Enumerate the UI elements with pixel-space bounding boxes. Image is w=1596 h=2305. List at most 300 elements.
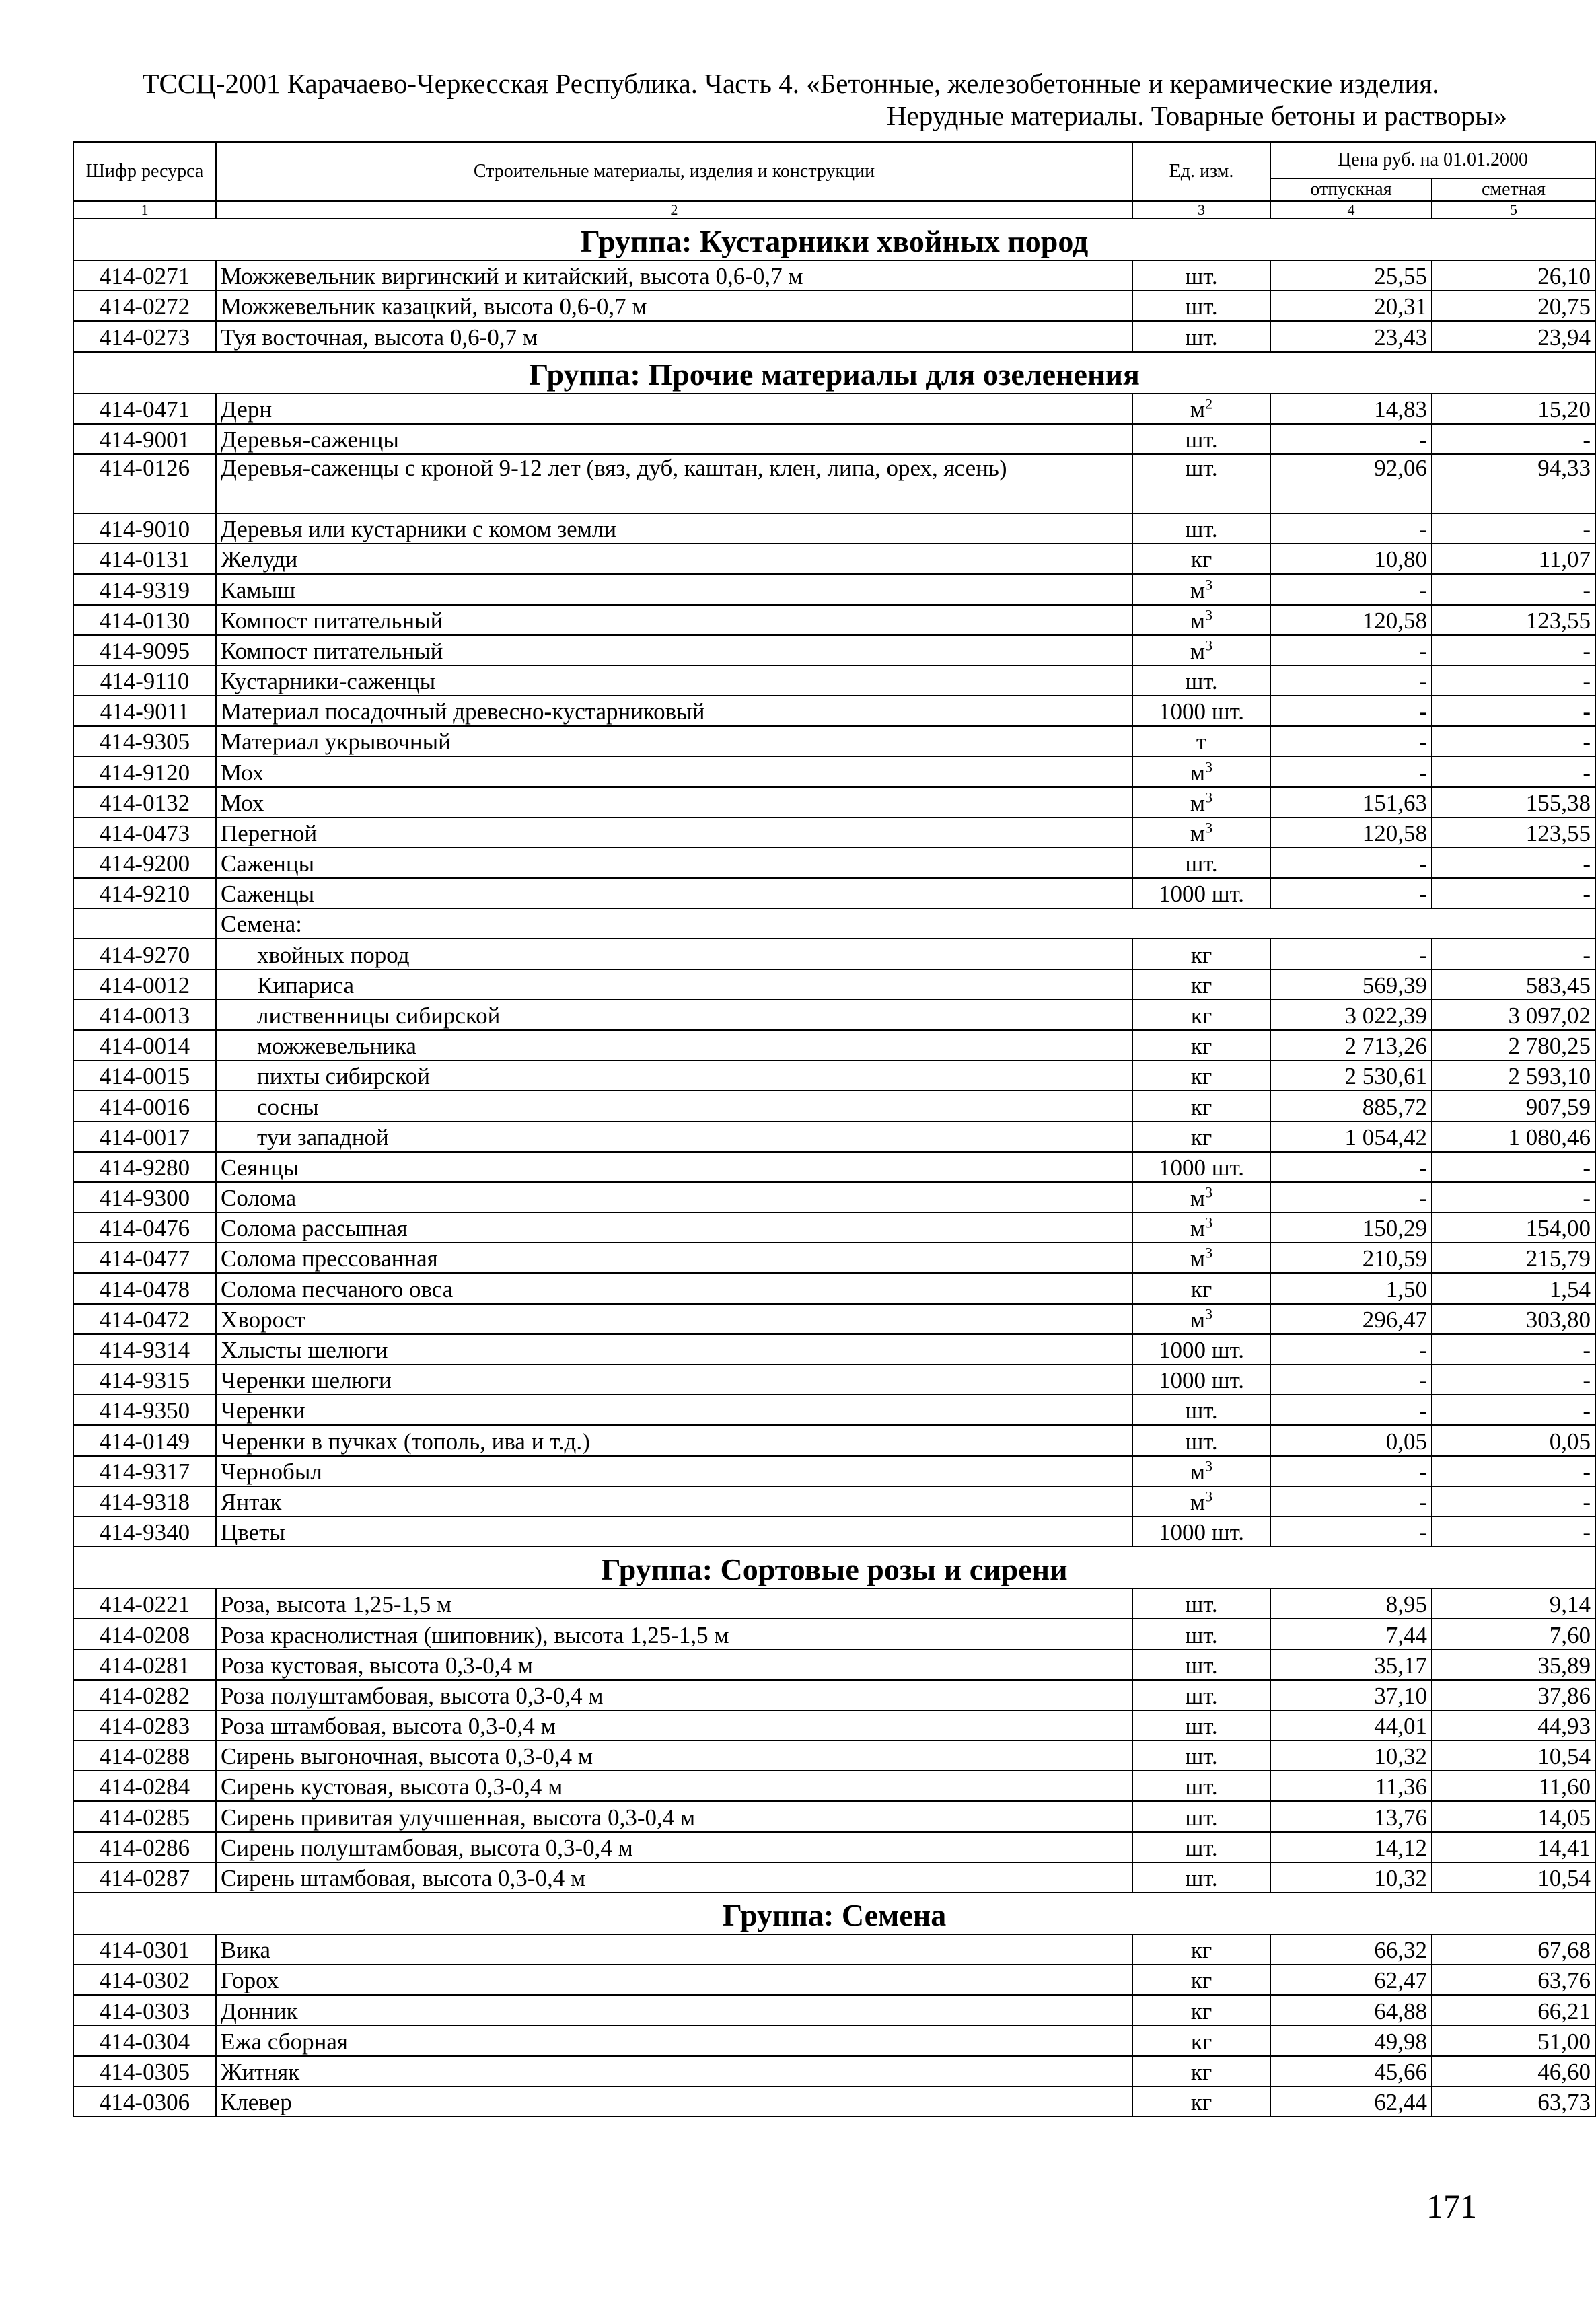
unit-cell (1132, 1710, 1270, 1741)
material-name: туи западной (216, 1122, 1132, 1152)
unit-label: м (1190, 1215, 1206, 1242)
unit-label: шт. (1185, 324, 1218, 351)
unit-cell (1132, 2026, 1270, 2056)
table-row (73, 1152, 1595, 1182)
material-name: Можжевельник казацкий, высота 0,6-0,7 м (216, 291, 1132, 321)
price-release: 1 054,42 (1270, 1122, 1432, 1152)
resource-code: 414-0132 (73, 787, 216, 817)
price-estimate: 14,41 (1432, 1832, 1595, 1862)
material-name: Компост питательный (216, 635, 1132, 665)
resource-code: 414-9317 (73, 1456, 216, 1486)
material-name: Солома прессованная (216, 1243, 1132, 1273)
resource-code: 414-0271 (73, 260, 216, 291)
unit-label: кг (1190, 1063, 1212, 1090)
unit-cell (1132, 1832, 1270, 1862)
table-row (73, 726, 1595, 756)
group-header-row (73, 219, 1595, 260)
table-row (73, 1182, 1595, 1212)
unit-label: шт. (1185, 1743, 1218, 1770)
price-release: 20,31 (1270, 291, 1432, 321)
price-release: - (1270, 1364, 1432, 1395)
col-header-price-release: отпускная (1270, 178, 1432, 201)
unit-label: м (1190, 607, 1206, 634)
material-name: Хворост (216, 1304, 1132, 1334)
unit-label: шт. (1185, 1773, 1218, 1800)
material-name: Желуди (216, 544, 1132, 574)
unit-label: шт. (1185, 1713, 1218, 1740)
price-release: 37,10 (1270, 1680, 1432, 1710)
unit-cell (1132, 1395, 1270, 1425)
resource-code: 414-9319 (73, 574, 216, 604)
unit-cell (1132, 321, 1270, 351)
material-name: Перегной (216, 817, 1132, 848)
unit-cell (1132, 1456, 1270, 1486)
unit-label: кг (1190, 1937, 1212, 1964)
price-release: 10,80 (1270, 544, 1432, 574)
unit-cell (1132, 544, 1270, 574)
material-name: Цветы (216, 1516, 1132, 1547)
unit-label: шт. (1185, 1804, 1218, 1831)
resource-code: 414-9010 (73, 513, 216, 544)
price-release: - (1270, 1395, 1432, 1425)
group-title: Группа: Прочие материалы для озеленения (73, 352, 1595, 394)
resource-code: 414-0131 (73, 544, 216, 574)
unit-label: м (1190, 1185, 1206, 1212)
resource-code: 414-0285 (73, 1801, 216, 1831)
material-name: Янтак (216, 1486, 1132, 1516)
col-number-2: 2 (216, 201, 1132, 219)
price-release: 1,50 (1270, 1273, 1432, 1303)
table-row (73, 1091, 1595, 1121)
price-estimate: - (1432, 726, 1595, 756)
unit-cell (1132, 1680, 1270, 1710)
price-release: 8,95 (1270, 1588, 1432, 1619)
unit-label: кг (1190, 546, 1212, 573)
price-estimate: 11,60 (1432, 1771, 1595, 1801)
unit-label: кг (1190, 1998, 1212, 2024)
table-row (73, 1456, 1595, 1486)
table-row (73, 454, 1595, 513)
unit-label: кг (1190, 972, 1212, 998)
unit-exponent: 3 (1205, 606, 1213, 624)
price-estimate: - (1432, 696, 1595, 726)
unit-label: шт. (1185, 1591, 1218, 1618)
unit-label: кг (1190, 2058, 1212, 2085)
price-estimate: 583,45 (1432, 969, 1595, 1000)
material-name: Деревья или кустарники с комом земли (216, 513, 1132, 544)
material-name: Черенки (216, 1395, 1132, 1425)
unit-cell (1132, 665, 1270, 696)
material-name: Черенки шелюги (216, 1364, 1132, 1395)
price-estimate: - (1432, 756, 1595, 786)
price-release: 150,29 (1270, 1212, 1432, 1243)
price-estimate: 37,86 (1432, 1680, 1595, 1710)
price-estimate: - (1432, 665, 1595, 696)
unit-cell (1132, 2086, 1270, 2117)
resource-code: 414-0221 (73, 1588, 216, 1619)
price-release: 25,55 (1270, 260, 1432, 291)
table-row (73, 787, 1595, 817)
unit-label: шт. (1185, 850, 1218, 877)
unit-label: м (1190, 637, 1206, 664)
unit-cell (1132, 1334, 1270, 1364)
table-row (73, 1995, 1595, 2025)
unit-cell (1132, 454, 1270, 513)
price-release: 0,05 (1270, 1425, 1432, 1455)
price-estimate: - (1432, 1364, 1595, 1395)
price-release: 92,06 (1270, 454, 1432, 513)
resource-code: 414-0472 (73, 1304, 216, 1334)
price-release: - (1270, 1182, 1432, 1212)
unit-cell (1132, 1771, 1270, 1801)
price-estimate: 1,54 (1432, 1273, 1595, 1303)
material-name: Роза штамбовая, высота 0,3-0,4 м (216, 1710, 1132, 1741)
price-estimate: 15,20 (1432, 394, 1595, 424)
material-name: Сирень полуштамбовая, высота 0,3-0,4 м (216, 1832, 1132, 1862)
material-name: Камыш (216, 574, 1132, 604)
unit-cell (1132, 1212, 1270, 1243)
unit-label: шт. (1185, 516, 1218, 543)
unit-cell (1132, 1995, 1270, 2025)
price-estimate: 66,21 (1432, 1995, 1595, 2025)
unit-cell (1132, 1273, 1270, 1303)
unit-exponent: 3 (1205, 789, 1213, 806)
resource-code: 414-0017 (73, 1122, 216, 1152)
resource-code: 414-9340 (73, 1516, 216, 1547)
unit-cell (1132, 787, 1270, 817)
unit-cell (1132, 1862, 1270, 1893)
table-row (73, 1000, 1595, 1030)
unit-label: шт. (1185, 1428, 1218, 1455)
resource-code: 414-9318 (73, 1486, 216, 1516)
resource-code: 414-9120 (73, 756, 216, 786)
resource-code: 414-0471 (73, 394, 216, 424)
price-release: 23,43 (1270, 321, 1432, 351)
material-name: Материал укрывочный (216, 726, 1132, 756)
table-row (73, 1680, 1595, 1710)
price-estimate: - (1432, 1516, 1595, 1547)
material-name: Ежа сборная (216, 2026, 1132, 2056)
price-estimate: 51,00 (1432, 2026, 1595, 2056)
material-name: Можжевельник виргинский и китайский, высота 0,6-0,7 м (216, 260, 1132, 291)
unit-label: м (1190, 759, 1206, 786)
material-name: Вика (216, 1934, 1132, 1965)
unit-label: 1000 шт. (1158, 881, 1245, 908)
table-row (73, 1334, 1595, 1364)
unit-cell (1132, 939, 1270, 969)
unit-cell (1132, 1965, 1270, 1995)
price-release: 120,58 (1270, 605, 1432, 635)
resource-code: 414-0306 (73, 2086, 216, 2117)
header-title-line1: ТССЦ-2001 Карачаево-Черкесская Республика. Часть 4. «Бетонные, железобетонные и керамические изделия. (142, 68, 1439, 99)
material-name: Роза полуштамбовая, высота 0,3-0,4 м (216, 1680, 1132, 1710)
price-estimate: 123,55 (1432, 605, 1595, 635)
price-release: - (1270, 574, 1432, 604)
material-name: Сеянцы (216, 1152, 1132, 1182)
unit-exponent: 3 (1205, 819, 1213, 836)
unit-cell (1132, 1619, 1270, 1649)
unit-label: шт. (1185, 1682, 1218, 1709)
price-estimate: 1 080,46 (1432, 1122, 1595, 1152)
resource-code: 414-0286 (73, 1832, 216, 1862)
unit-cell (1132, 969, 1270, 1000)
group-title: Группа: Сортовые розы и сирени (73, 1547, 1595, 1588)
price-release: - (1270, 1152, 1432, 1182)
table-row (73, 1516, 1595, 1547)
col-header-price: Цена руб. на 01.01.2000 (1270, 142, 1595, 178)
unit-cell (1132, 1152, 1270, 1182)
material-name: Роза краснолистная (шиповник), высота 1,25-1,5 м (216, 1619, 1132, 1649)
price-release: - (1270, 1456, 1432, 1486)
unit-label: м (1190, 396, 1206, 423)
resource-code: 414-9350 (73, 1395, 216, 1425)
price-release: - (1270, 424, 1432, 454)
resource-code: 414-0288 (73, 1741, 216, 1771)
price-release: - (1270, 513, 1432, 544)
table-row (73, 544, 1595, 574)
price-release: - (1270, 696, 1432, 726)
table-row (73, 1832, 1595, 1862)
unit-label: шт. (1185, 1865, 1218, 1891)
col-header-unit: Ед. изм. (1132, 142, 1270, 201)
material-name: Хлысты шелюги (216, 1334, 1132, 1364)
resource-code: 414-0282 (73, 1680, 216, 1710)
resource-code: 414-0284 (73, 1771, 216, 1801)
table-row (73, 1801, 1595, 1831)
unit-exponent: 3 (1205, 1183, 1213, 1201)
price-release: 64,88 (1270, 1995, 1432, 2025)
material-name: Саженцы (216, 878, 1132, 908)
material-name: Компост питательный (216, 605, 1132, 635)
price-release: 10,32 (1270, 1741, 1432, 1771)
unit-cell (1132, 1425, 1270, 1455)
group-header-row (73, 352, 1595, 394)
resource-code: 414-0015 (73, 1060, 216, 1091)
material-name: Чернобыл (216, 1456, 1132, 1486)
unit-cell (1132, 1650, 1270, 1680)
material-name: сосны (216, 1091, 1132, 1121)
table-row (73, 665, 1595, 696)
unit-cell (1132, 291, 1270, 321)
material-name: Солома рассыпная (216, 1212, 1132, 1243)
price-estimate: 9,14 (1432, 1588, 1595, 1619)
unit-cell (1132, 696, 1270, 726)
table-row (73, 1425, 1595, 1455)
material-name: пихты сибирской (216, 1060, 1132, 1091)
page-number: 171 (1426, 2187, 1477, 2225)
price-release: - (1270, 1334, 1432, 1364)
unit-label: 1000 шт. (1158, 1337, 1245, 1363)
resource-code: 414-0273 (73, 321, 216, 351)
col-number-4: 4 (1270, 201, 1432, 219)
table-row (73, 878, 1595, 908)
price-release: - (1270, 939, 1432, 969)
unit-exponent: 3 (1205, 636, 1213, 654)
resource-code: 414-0016 (73, 1091, 216, 1121)
price-release: 66,32 (1270, 1934, 1432, 1965)
table-row (73, 1862, 1595, 1893)
resource-code: 414-0477 (73, 1243, 216, 1273)
resource-code: 414-0283 (73, 1710, 216, 1741)
resource-code: 414-0305 (73, 2056, 216, 2086)
unit-exponent: 3 (1205, 1244, 1213, 1261)
price-release: 2 713,26 (1270, 1030, 1432, 1060)
price-release: - (1270, 726, 1432, 756)
table-row (73, 1619, 1595, 1649)
resource-code: 414-0301 (73, 1934, 216, 1965)
material-name: Туя восточная, высота 0,6-0,7 м (216, 321, 1132, 351)
group-header-row (73, 1893, 1595, 1934)
resource-code: 414-9001 (73, 424, 216, 454)
price-estimate: 10,54 (1432, 1862, 1595, 1893)
price-release: 151,63 (1270, 787, 1432, 817)
price-estimate: 23,94 (1432, 321, 1595, 351)
resource-code: 414-0473 (73, 817, 216, 848)
table-row (73, 1364, 1595, 1395)
price-estimate: 2 593,10 (1432, 1060, 1595, 1091)
unit-exponent: 3 (1205, 575, 1213, 593)
price-release: 120,58 (1270, 817, 1432, 848)
unit-label: шт. (1185, 293, 1218, 320)
unit-label: м (1190, 577, 1206, 603)
price-estimate: - (1432, 1486, 1595, 1516)
price-release: 7,44 (1270, 1619, 1432, 1649)
price-release: 210,59 (1270, 1243, 1432, 1273)
material-name: Деревья-саженцы с кроной 9-12 лет (вяз, дуб, каштан, клен, липа, орех, ясень) (216, 454, 1132, 513)
material-name: Мох (216, 787, 1132, 817)
unit-label: м (1190, 820, 1206, 846)
price-estimate: - (1432, 878, 1595, 908)
unit-label: шт. (1185, 1397, 1218, 1424)
resource-code: 414-0476 (73, 1212, 216, 1243)
unit-cell (1132, 1182, 1270, 1212)
table-row (73, 1395, 1595, 1425)
unit-label: м (1190, 1488, 1206, 1515)
price-release: 885,72 (1270, 1091, 1432, 1121)
unit-cell (1132, 574, 1270, 604)
resource-code: 414-9280 (73, 1152, 216, 1182)
resource-code: 414-0287 (73, 1862, 216, 1893)
price-estimate: - (1432, 939, 1595, 969)
table-row (73, 424, 1595, 454)
unit-label: кг (1190, 1967, 1212, 1994)
table-row (73, 969, 1595, 1000)
price-estimate: 20,75 (1432, 291, 1595, 321)
material-name: Житняк (216, 2056, 1132, 2086)
table-row (73, 2056, 1595, 2086)
material-name: Саженцы (216, 848, 1132, 878)
unit-cell (1132, 1364, 1270, 1395)
table-row (73, 291, 1595, 321)
resource-code: 414-9315 (73, 1364, 216, 1395)
table-row (73, 321, 1595, 351)
unit-label: шт. (1185, 1834, 1218, 1861)
material-name: Клевер (216, 2086, 1132, 2117)
unit-cell (1132, 260, 1270, 291)
unit-cell (1132, 394, 1270, 424)
unit-label: м (1190, 1458, 1206, 1485)
col-number-3: 3 (1132, 201, 1270, 219)
unit-cell (1132, 848, 1270, 878)
col-header-price-estimate: сметная (1432, 178, 1595, 201)
material-name: Сирень кустовая, высота 0,3-0,4 м (216, 1771, 1132, 1801)
price-release: 11,36 (1270, 1771, 1432, 1801)
unit-exponent: 3 (1205, 1488, 1213, 1505)
price-release: 14,12 (1270, 1832, 1432, 1862)
price-release: 296,47 (1270, 1304, 1432, 1334)
material-name: Деревья-саженцы (216, 424, 1132, 454)
price-estimate: 63,76 (1432, 1965, 1595, 1995)
material-name: Сирень выгоночная, высота 0,3-0,4 м (216, 1741, 1132, 1771)
material-name: можжевельника (216, 1030, 1132, 1060)
price-estimate: - (1432, 574, 1595, 604)
unit-cell (1132, 1486, 1270, 1516)
price-estimate: 0,05 (1432, 1425, 1595, 1455)
price-estimate: - (1432, 1395, 1595, 1425)
material-name: Солома (216, 1182, 1132, 1212)
unit-cell (1132, 1030, 1270, 1060)
material-name: Мох (216, 756, 1132, 786)
resource-code: 414-0149 (73, 1425, 216, 1455)
resource-code: 414-9270 (73, 939, 216, 969)
resource-code: 414-9300 (73, 1182, 216, 1212)
unit-exponent: 2 (1205, 395, 1213, 412)
price-estimate: - (1432, 1152, 1595, 1182)
price-release: 14,83 (1270, 394, 1432, 424)
unit-label: кг (1190, 1033, 1212, 1060)
table-row (73, 848, 1595, 878)
unit-label: 1000 шт. (1158, 1154, 1245, 1181)
resource-code: 414-0303 (73, 1995, 216, 2025)
price-release: - (1270, 756, 1432, 786)
page-header (74, 67, 1507, 132)
resource-code: 414-0126 (73, 454, 216, 513)
unit-cell (1132, 605, 1270, 635)
price-release: 2 530,61 (1270, 1060, 1432, 1091)
unit-cell (1132, 1588, 1270, 1619)
resource-code: 414-9095 (73, 635, 216, 665)
price-estimate: 26,10 (1432, 260, 1595, 291)
unit-cell (1132, 1304, 1270, 1334)
price-release: - (1270, 1516, 1432, 1547)
table-row (73, 939, 1595, 969)
table-row (73, 696, 1595, 726)
price-estimate: 94,33 (1432, 454, 1595, 513)
unit-cell (1132, 635, 1270, 665)
price-estimate: - (1432, 513, 1595, 544)
price-estimate: 67,68 (1432, 1934, 1595, 1965)
header-title-line2: Нерудные материалы. Товарные бетоны и растворы» (886, 100, 1507, 131)
unit-label: м (1190, 1306, 1206, 1333)
price-release: 45,66 (1270, 2056, 1432, 2086)
unit-cell (1132, 817, 1270, 848)
unit-label: 1000 шт. (1158, 1519, 1245, 1546)
price-release: - (1270, 848, 1432, 878)
col-number-1: 1 (73, 201, 216, 219)
unit-label: шт. (1185, 454, 1218, 481)
price-release: 13,76 (1270, 1801, 1432, 1831)
unit-cell (1132, 2056, 1270, 2086)
price-estimate: 7,60 (1432, 1619, 1595, 1649)
table-row (73, 1965, 1595, 1995)
unit-cell (1132, 513, 1270, 544)
unit-cell (1132, 1091, 1270, 1121)
table-row (73, 1122, 1595, 1152)
unit-label: т (1196, 729, 1207, 756)
price-estimate: 14,05 (1432, 1801, 1595, 1831)
group-title: Группа: Семена (73, 1893, 1595, 1934)
price-release: - (1270, 635, 1432, 665)
